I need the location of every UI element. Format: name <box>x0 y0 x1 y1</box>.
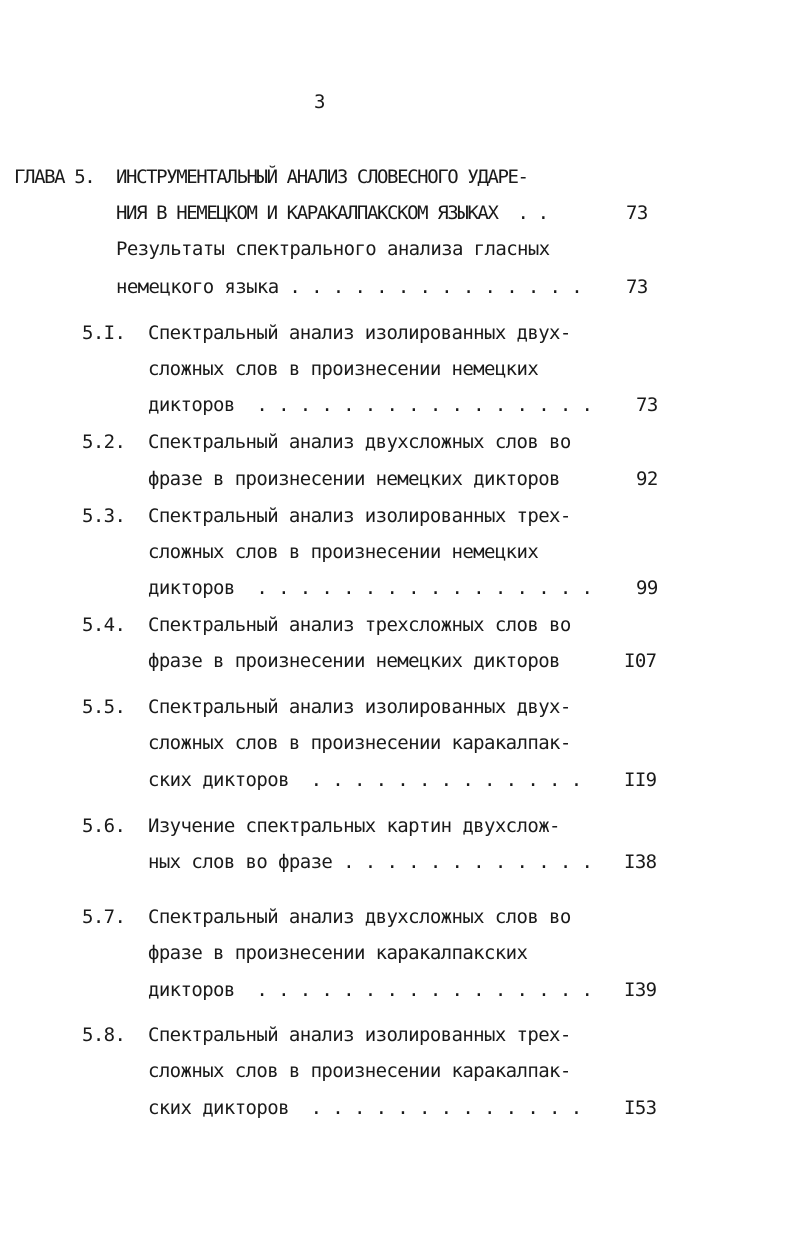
intro-page: 73 <box>626 276 648 298</box>
section-page: II9 <box>624 769 657 791</box>
section-line: ских дикторов . . . . . . . . . . . . . <box>148 1097 582 1119</box>
chapter-title-line-2: НИЯ В НЕМЕЦКОМ И КАРАКАЛПАКСКОМ ЯЗЫКАХ . . <box>116 202 548 224</box>
section-page: I53 <box>624 1097 657 1119</box>
section-line: сложных слов в произнесении немецких <box>148 358 539 380</box>
section-page: I39 <box>624 979 657 1001</box>
section-line: Спектральный анализ изолированных двух- <box>148 322 571 344</box>
section-page: I38 <box>624 851 657 873</box>
section-page: 92 <box>636 468 658 490</box>
chapter-title-line-1: ИНСТРУМЕНТАЛЬНЫЙ АНАЛИЗ СЛОВЕСНОГО УДАРЕ- <box>116 166 528 188</box>
section-number: 5.8. <box>82 1024 126 1046</box>
section-line: Спектральный анализ двухсложных слов во <box>148 906 571 928</box>
section-page: 73 <box>636 394 658 416</box>
section-page: I07 <box>624 650 657 672</box>
section-number: 5.5. <box>82 696 126 718</box>
section-line: Изучение спектральных картин двухслож- <box>148 815 560 837</box>
section-number: 5.6. <box>82 815 126 837</box>
section-line: фразе в произнесении немецких дикторов <box>148 650 560 672</box>
chapter-label: ГЛАВА 5. <box>14 166 95 188</box>
section-line: сложных слов в произнесении каракалпак- <box>148 732 571 754</box>
section-number: 5.4. <box>82 614 126 636</box>
section-line: сложных слов в произнесении немецких <box>148 541 539 563</box>
section-line: ских дикторов . . . . . . . . . . . . . <box>148 769 582 791</box>
section-line: Спектральный анализ двухсложных слов во <box>148 431 571 453</box>
section-number: 5.7. <box>82 906 126 928</box>
section-line: дикторов . . . . . . . . . . . . . . . . <box>148 394 593 416</box>
section-line: сложных слов в произнесении каракалпак- <box>148 1060 571 1082</box>
chapter-page: 73 <box>626 202 648 224</box>
page-number: 3 <box>314 91 325 113</box>
section-line: дикторов . . . . . . . . . . . . . . . . <box>148 979 593 1001</box>
section-line: фразе в произнесении каракалпакских <box>148 942 528 964</box>
section-number: 5.I. <box>82 322 126 344</box>
section-number: 5.2. <box>82 431 126 453</box>
section-line: фразе в произнесении немецких дикторов <box>148 468 560 490</box>
section-line: Спектральный анализ трехсложных слов во <box>148 614 571 636</box>
section-page: 99 <box>636 577 658 599</box>
section-line: Спектральный анализ изолированных двух- <box>148 696 571 718</box>
intro-line-2: немецкого языка . . . . . . . . . . . . . . <box>116 276 583 298</box>
section-line: ных слов во фразе . . . . . . . . . . . . <box>148 851 593 873</box>
intro-line-1: Результаты спектрального анализа гласных <box>116 238 550 260</box>
section-number: 5.3. <box>82 505 126 527</box>
section-line: Спектральный анализ изолированных трех- <box>148 505 571 527</box>
section-line: дикторов . . . . . . . . . . . . . . . . <box>148 577 593 599</box>
section-line: Спектральный анализ изолированных трех- <box>148 1024 571 1046</box>
